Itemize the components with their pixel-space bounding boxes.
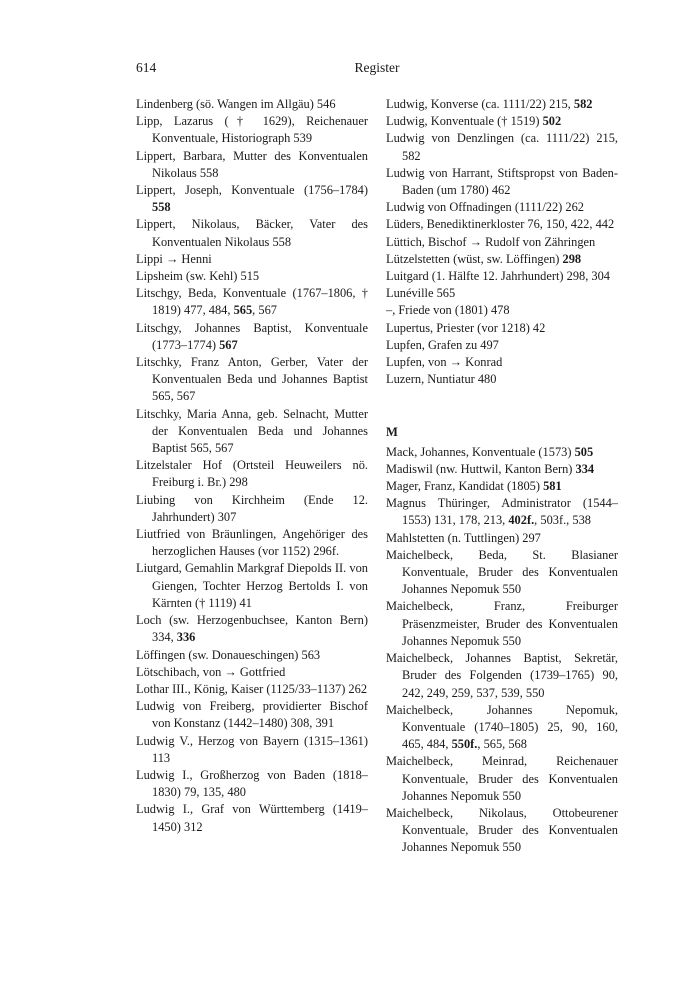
index-entry: Mager, Franz, Kandidat (1805) 581 [386, 479, 562, 494]
index-entry: Liutfried von Bräunlingen, Angehöriger des herzoglichen Hauses (vor 1152) 296f. [136, 527, 368, 559]
index-entry: Lippi → Henni [136, 251, 212, 266]
index-entry: Luzern, Nuntiatur 480 [386, 372, 497, 387]
index-entry: Litzelstaler Hof (Ortsteil Heuweilers nö. Freiburg i. Br.) 298 [136, 458, 368, 490]
index-entry: Ludwig, Konventuale († 1519) 502 [386, 114, 562, 129]
index-entry: Lothar III., König, Kaiser (1125/33–1137) 262 [136, 681, 368, 696]
index-entry: Maichelbeck, Nikolaus, Ottobeurener Konventuale, Bruder des Konventualen Johannes Nepomuk 550 [386, 805, 618, 855]
index-entry: Lunéville 565 [386, 286, 456, 301]
index-entry: Lupertus, Priester (vor 1218) 42 [386, 320, 546, 335]
index-entry: Ludwig von Freiberg, providierter Bischof von Konstanz (1442–1480) 308, 391 [136, 699, 368, 731]
index-column-right [386, 96, 618, 857]
index-entry: Magnus Thüringer, Administrator (1544–1553) 131, 178, 213, 402f., 503f., 538 [386, 496, 618, 528]
index-entry: Loch (sw. Herzogenbuchsee, Kanton Bern) 334, 336 [136, 613, 368, 645]
index-entry: Lüttich, Bischof → Rudolf von Zähringen [386, 234, 596, 249]
index-entry: Lützelstetten (wüst, sw. Löffingen) 298 [386, 251, 582, 266]
running-title: Register [354, 60, 400, 75]
index-entry: Ludwig von Offnadingen (1111/22) 262 [386, 200, 584, 215]
index-entry: Ludwig von Denzlingen (ca. 1111/22) 215, 582 [386, 131, 618, 163]
index-entry: Ludwig I., Großherzog von Baden (1818–1830) 79, 135, 480 [136, 767, 368, 800]
index-entry: Mack, Johannes, Konventuale (1573) 505 [386, 444, 594, 459]
index-entry: Maichelbeck, Johannes Baptist, Sekretär, Bruder des Folgenden (1739–1765) 90, 242, 249, 259, 537, 539, 550 [386, 651, 618, 700]
index-entry: Maichelbeck, Johannes Nepomuk, Konventuale (1740–1805) 25, 90, 160, 465, 484, 550f., 565, 568 [386, 702, 618, 752]
index-entry: Lupfen, von → Konrad [386, 355, 503, 370]
index-entry: Liutgard, Gemahlin Markgraf Diepolds II. von Giengen, Tochter Herzog Bertolds I. von Kärnten († 1119) 41 [136, 561, 368, 610]
index-entry: Litschgy, Johannes Baptist, Konventuale (1773–1774) 567 [136, 320, 368, 352]
section-letter: M [386, 425, 398, 440]
index-entries-l [386, 96, 618, 388]
index-entry: Ludwig I., Graf von Württemberg (1419–1450) 312 [136, 802, 368, 834]
index-entry: Lötschibach, von → Gottfried [136, 664, 286, 679]
index-entry: –, Friede von (1801) 478 [386, 303, 510, 318]
index-entry: Ludwig, Konverse (ca. 1111/22) 215, 582 [386, 97, 593, 111]
index-entry: Maichelbeck, Franz, Freiburger Präsenzmeister, Bruder des Konventualen Johannes Nepomuk 550 [386, 599, 618, 648]
index-entry: Maichelbeck, Meinrad, Reichenauer Konventuale, Bruder des Konventualen Johannes Nepomuk 550 [386, 754, 618, 803]
index-entry: Lipp, Lazarus († 1629), Reichenauer Konventuale, Historiograph 539 [136, 114, 368, 146]
index-entry: Ludwig von Harrant, Stiftspropst von Baden-Baden (um 1780) 462 [386, 165, 618, 198]
index-column-left [136, 96, 368, 836]
index-entry: Luitgard (1. Hälfte 12. Jahrhundert) 298, 304 [386, 269, 611, 284]
page-header [136, 60, 618, 82]
page-number: 614 [136, 60, 157, 75]
index-entry: Liubing von Kirchheim (Ende 12. Jahrhundert) 307 [136, 492, 368, 524]
index-entry: Lippert, Joseph, Konventuale (1756–1784) 558 [136, 183, 368, 215]
index-entry: Lipsheim (sw. Kehl) 515 [136, 269, 260, 284]
index-entry: Ludwig V., Herzog von Bayern (1315–1361) 113 [136, 733, 368, 765]
index-entry: Litschky, Franz Anton, Gerber, Vater der Konventualen Beda und Johannes Baptist 565, 567 [136, 355, 368, 404]
index-entry: Mahlstetten (n. Tuttlingen) 297 [386, 530, 541, 545]
index-entry: Lippert, Barbara, Mutter des Konventualen Nikolaus 558 [136, 148, 368, 180]
index-entry: Litschgy, Beda, Konventuale (1767–1806, † 1819) 477, 484, 565, 567 [136, 286, 368, 318]
index-entry: Lüders, Benediktinerkloster 76, 150, 422, 442 [386, 217, 615, 232]
index-entries-m [386, 444, 618, 857]
index-entry: Löffingen (sw. Donaueschingen) 563 [136, 647, 321, 662]
index-entry: Litschky, Maria Anna, geb. Selnacht, Mutter der Konventualen Beda und Johannes Baptist 565, 567 [136, 406, 368, 456]
index-entry: Maichelbeck, Beda, St. Blasianer Konventuale, Bruder des Konventualen Johannes Nepomuk 550 [386, 547, 618, 597]
index-entry: Lupfen, Grafen zu 497 [386, 337, 499, 352]
index-entry: Lippert, Nikolaus, Bäcker, Vater des Konventualen Nikolaus 558 [136, 217, 368, 249]
index-entry: Lindenberg (sö. Wangen im Allgäu) 546 [136, 97, 336, 111]
index-entry: Madiswil (nw. Huttwil, Kanton Bern) 334 [386, 461, 595, 476]
